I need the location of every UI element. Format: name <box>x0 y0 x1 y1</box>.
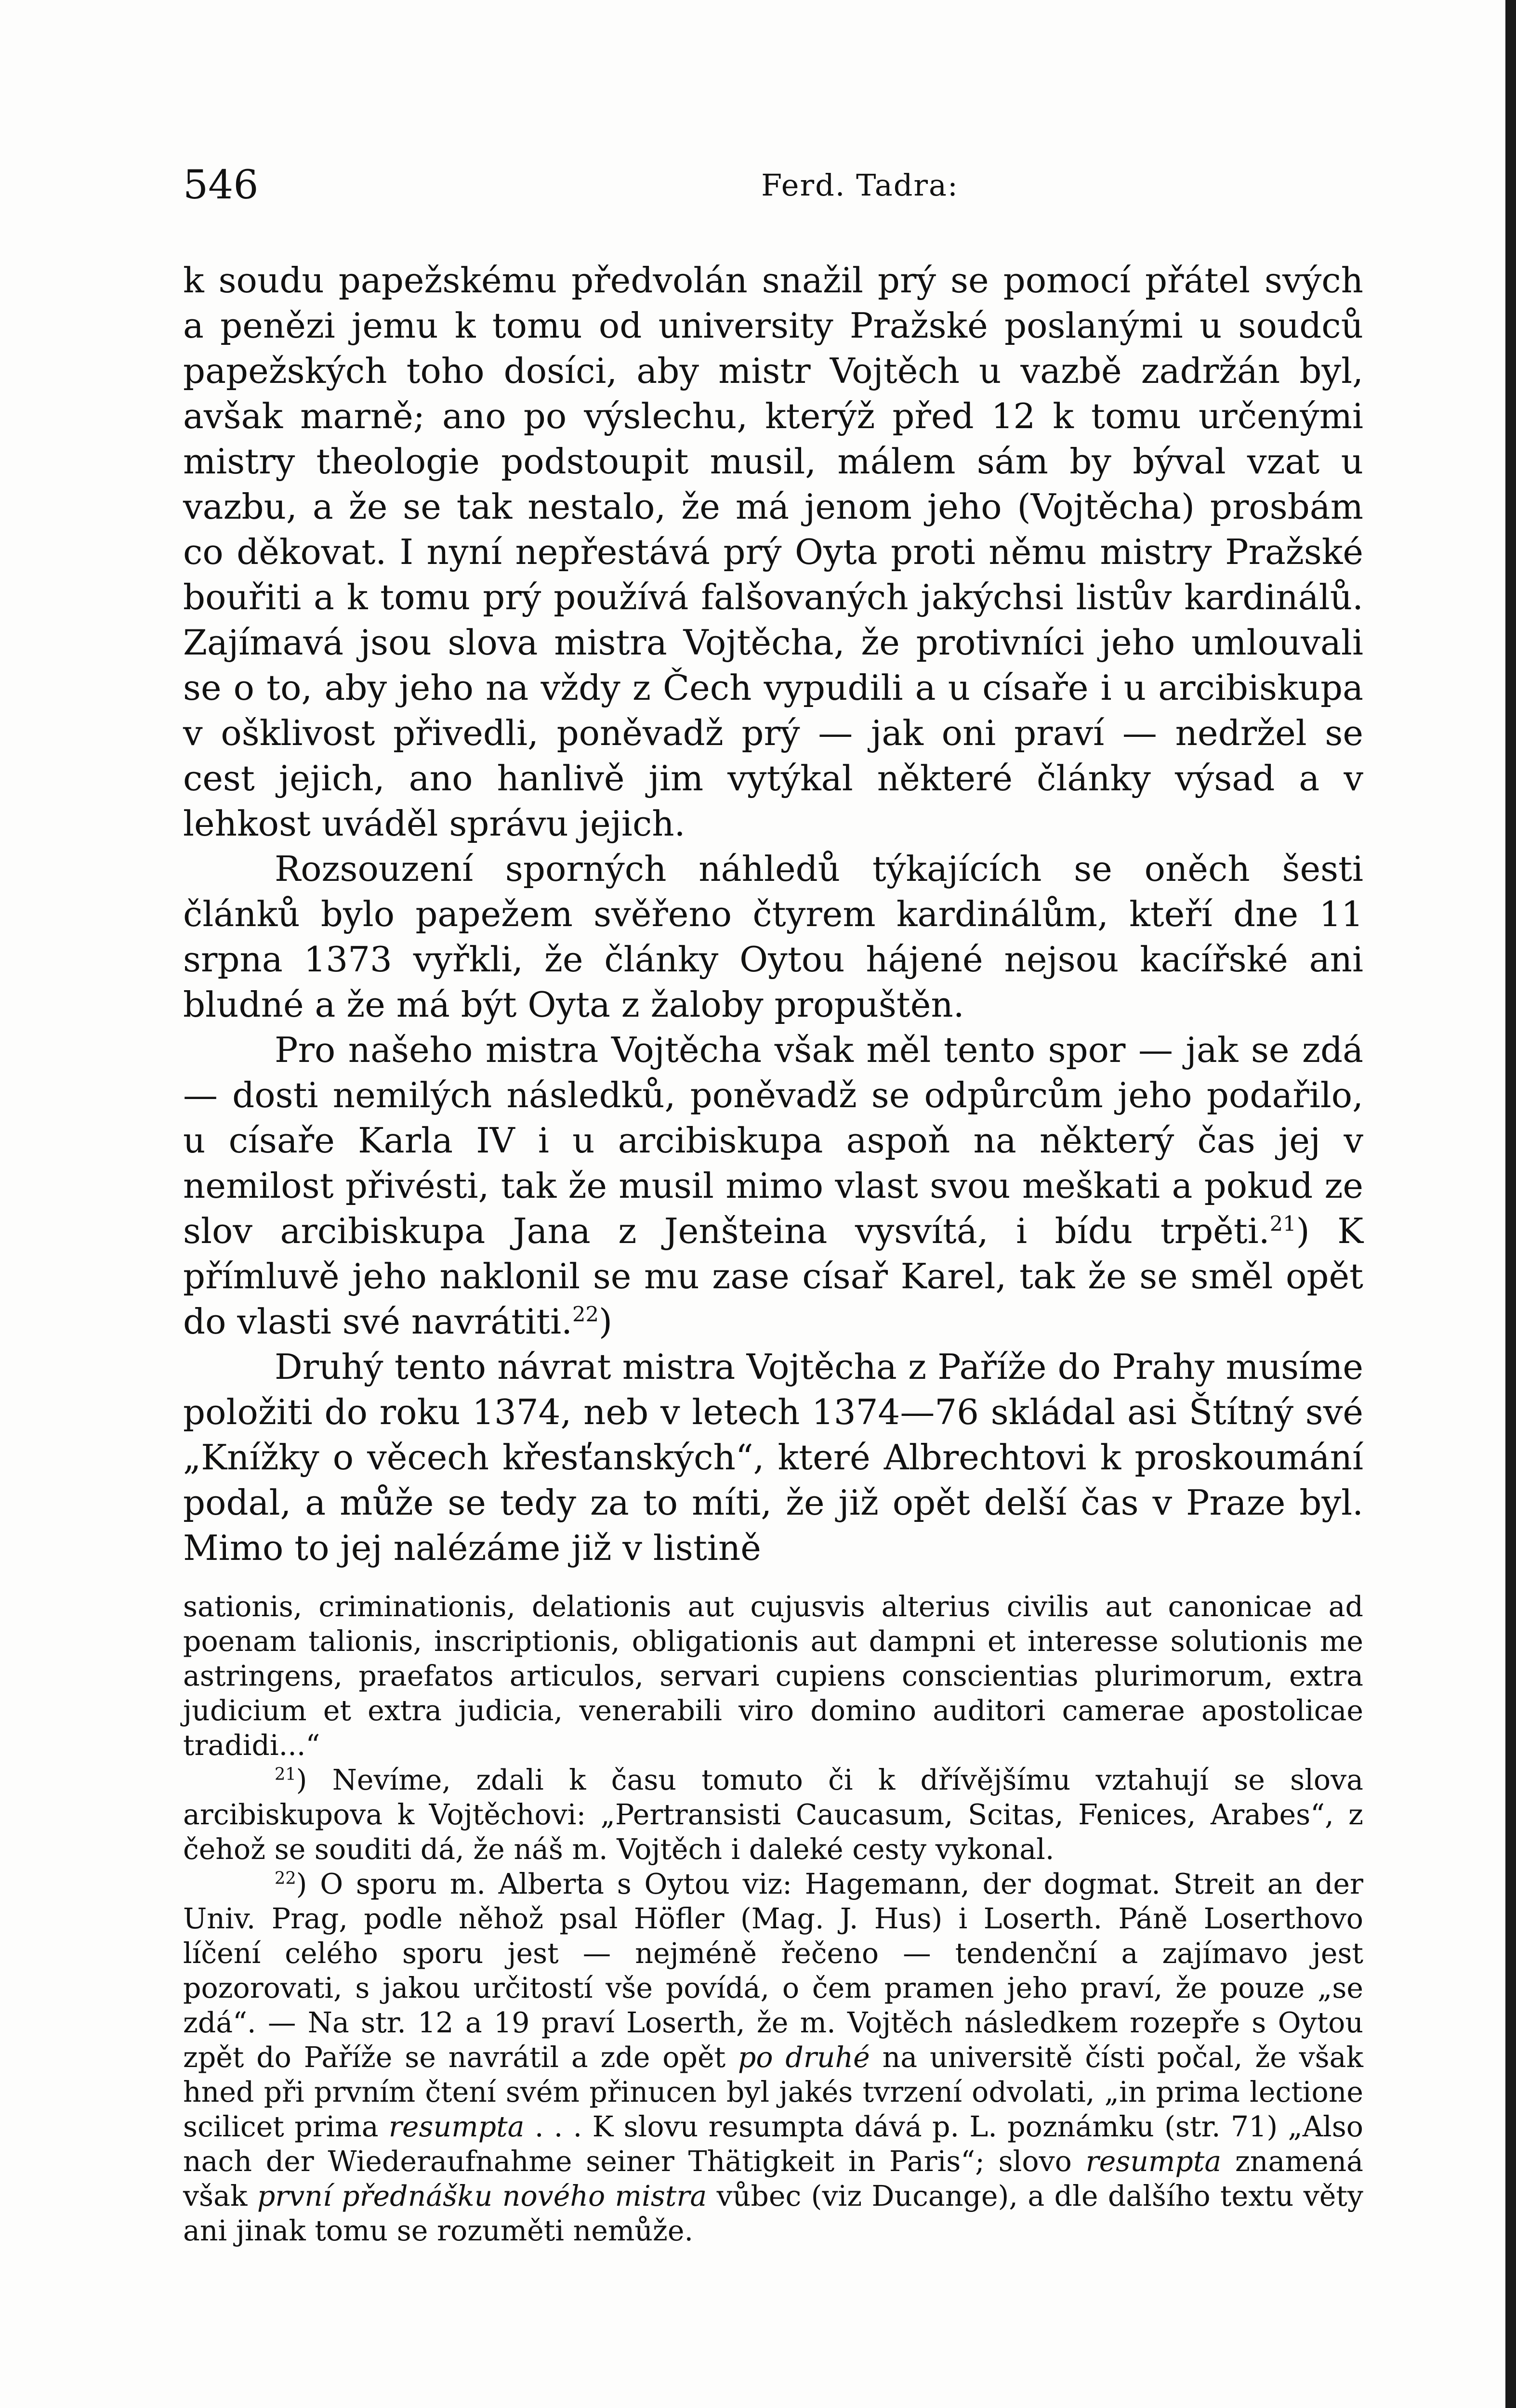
footnote-21-mark: 21 <box>275 1764 296 1784</box>
footnote-22-text-b: na universitě čísti počal, že však hned při prvním čtení svém přinucen byl jakés tvrzení odvolati, „in prima lectione scilicet prima <box>183 2041 1363 2143</box>
scan-edge-right <box>1505 0 1516 2408</box>
footnote-22-emphasis-2: resumpta <box>388 2110 525 2143</box>
footnote-21-text: Nevíme, zdali k času tomuto či k dřívějšímu vztahují se slova arcibiskupova k Vojtěchovi: „Pertransisti Caucasum, Scitas, Fenices, Arabes“, z čehož se souditi dá, že náš m. Vojtěch i daleké cesty vykonal. <box>183 1764 1363 1866</box>
footnotes <box>183 1589 1363 2248</box>
paragraph-3-text: Pro našeho mistra Vojtěcha však měl tento spor — jak se zdá — dosti nemilých následků, poněvadž se odpůrcům jeho podařilo, u císaře Karla IV i u arcibiskupa aspoň na některý čas jej v nemilost přivésti, tak že musil mimo vlast svou meškati a pokud ze slov arcibiskupa Jana z Jenšteina vysvítá, i bídu trpěti. <box>183 1030 1363 1251</box>
footnote-22-text-d: znamená však <box>183 2145 1363 2212</box>
page-number: 546 <box>183 162 259 208</box>
body-paragraph-3: Pro našeho mistra Vojtěcha však měl tento spor — jak se zdá — dosti nemilých následků, poněvadž se odpůrcům jeho podařilo, u císaře Karla IV i u arcibiskupa aspoň na některý čas jej v nemilost přivésti, tak že musil mimo vlast svou meškati a pokud ze slov arcibiskupa Jana z Jenšteina vysvítá, i bídu trpěti.$^{21}$) K přímluvě jeho naklonil se mu zase císař Karel, tak že se směl opět do vlasti své navrátiti.$^{22}$) <box>183 1030 1363 1342</box>
footnote-22-mark: 22 <box>275 1868 296 1888</box>
body-paragraph-1: k soudu papežskému předvolán snažil prý se pomocí přátel svých a penězi jemu k tomu od university Pražské poslanými u soudců papežských toho dosíci, aby mistr Vojtěch u vazbě zadržán byl, avšak marně; ano po výslechu, kterýž před 12 k tomu určenými mistry theologie podstoupit musil, málem sám by býval vzat u vazbu, a že se tak nestalo, že má jenom jeho (Vojtěcha) prosbám co děkovat. I nyní nepřestává prý Oyta proti němu mistry Pražské bouřiti a k tomu prý používá falšovaných jakýchsi listův kardinálů. Zajímavá jsou slova mistra Vojtěcha, že protivníci jeho umlouvali se o to, aby jeho na vždy z Čech vypudili a u císaře i u arcibiskupa v ošklivost přivedli, poněvadž prý — jak oni praví — nedržel se cest jejich, ano hanlivě jim vytýkal některé články výsad a v lehkost uváděl správu jejich. <box>183 260 1363 844</box>
footnote-22-text-c: . . . K slovu resumpta dává p. L. poznámku (str. 71) „Also nach der Wiederaufnahme seiner Thätigkeit in Paris“; slovo <box>183 2110 1363 2178</box>
footnote-22-text-a: O sporu m. Alberta s Oytou viz: Hagemann, der dogmat. Streit an der Univ. Prag, podle něhož psal Höfler (Mag. J. Hus) i Loserth. Páně Loserthovo líčení celého sporu jest — nejméně řečeno — tendenční a zajímavo jest pozorovati, s jakou určitostí vše povídá, o čem pramen jeho praví, že pouze „se zdá“. — Na str. 12 a 19 praví Loserth, že m. Vojtěch následkem rozepře s Oytou zpět do Paříže se navrátil a zde opět <box>183 1868 1363 2074</box>
footnote-22-emphasis-4: první přednášku nového mistra <box>257 2180 707 2212</box>
footnote-22-text-e: vůbec (viz Ducange), a dle dalšího textu věty ani jinak tomu se rozuměti nemůže. <box>183 2180 1363 2247</box>
footnote-continued: sationis, criminationis, delationis aut cujusvis alterius civilis aut canonicae ad poenam talionis, inscriptionis, obligationis aut dampni et interesse solutionis me astringens, praefatos articulos, servari cupiens conscientias plurimorum, extra judicium et extra judicia, venerabili viro domino auditori camerae apostolicae tradidi...“ <box>183 1590 1363 1762</box>
footnote-21: $^{21}$) Nevíme, zdali k času tomuto či k dřívějšímu vztahují se slova arcibiskupova k Vojtěchovi: „Pertransisti Caucasum, Scitas, Fenices, Arabes“, z čehož se souditi dá, že náš m. Vojtěch i daleké cesty vykonal. <box>183 1764 1363 1866</box>
body-paragraph-2: Rozsouzení sporných náhledů týkajících se oněch šesti článků bylo papežem svěřeno čtyrem kardinálům, kteří dne 11 srpna 1373 vyřkli, že články Oytou hájené nejsou kacířské ani bludné a že má být Oyta z žaloby propuštěn. <box>183 849 1363 1025</box>
footnote-ref-22[interactable]: 22 <box>572 1303 599 1327</box>
running-head <box>183 159 1363 212</box>
footnote-22-emphasis-1: po druhé <box>738 2041 870 2074</box>
body-text <box>183 258 1363 1570</box>
header-title: Ferd. Tadra: <box>761 168 959 203</box>
paragraph-3-continued: K přímluvě jeho naklonil se mu zase císař Karel, tak že se směl opět do vlasti své navrátiti. <box>183 1211 1363 1342</box>
footnote-ref-21[interactable]: 21 <box>1269 1212 1296 1236</box>
footnote-22: $^{22}$) O sporu m. Alberta s Oytou viz: Hagemann, der dogmat. Streit an der Univ. Prag, podle něhož psal Höfler (Mag. J. Hus) i Loserth. Páně Loserthovo líčení celého sporu jest — nejméně řečeno — tendenční a zajímavo jest pozorovati, s jakou určitostí vše povídá, o čem pramen jeho praví, že pouze „se zdá“. — Na str. 12 a 19 praví Loserth, že m. Vojtěch následkem rozepře s Oytou zpět do Paříže se navrátil a zde opět po druhé na universitě čísti počal, že však hned při prvním čtení svém přinucen byl jakés tvrzení odvolati, „in prima lectione scilicet prima resumpta . . . K slovu resumpta dává p. L. poznámku (str. 71) „Also nach der Wiederaufnahme seiner Thätigkeit in Paris“; slovo resumpta znamená však první přednášku nového mistra vůbec (viz Ducange), a dle dalšího textu věty ani jinak tomu se rozuměti nemůže. <box>183 1868 1363 2247</box>
body-paragraph-4: Druhý tento návrat mistra Vojtěcha z Paříže do Prahy musíme položiti do roku 1374, neb v letech 1374—76 skládal asi Štítný své „Knížky o věcech křesťanských“, které Albrechtovi k proskoumání podal, a může se tedy za to míti, že již opět delší čas v Praze byl. Mimo to jej nalézáme již v listině <box>183 1347 1363 1568</box>
footnote-22-emphasis-3: resumpta <box>1085 2145 1222 2178</box>
